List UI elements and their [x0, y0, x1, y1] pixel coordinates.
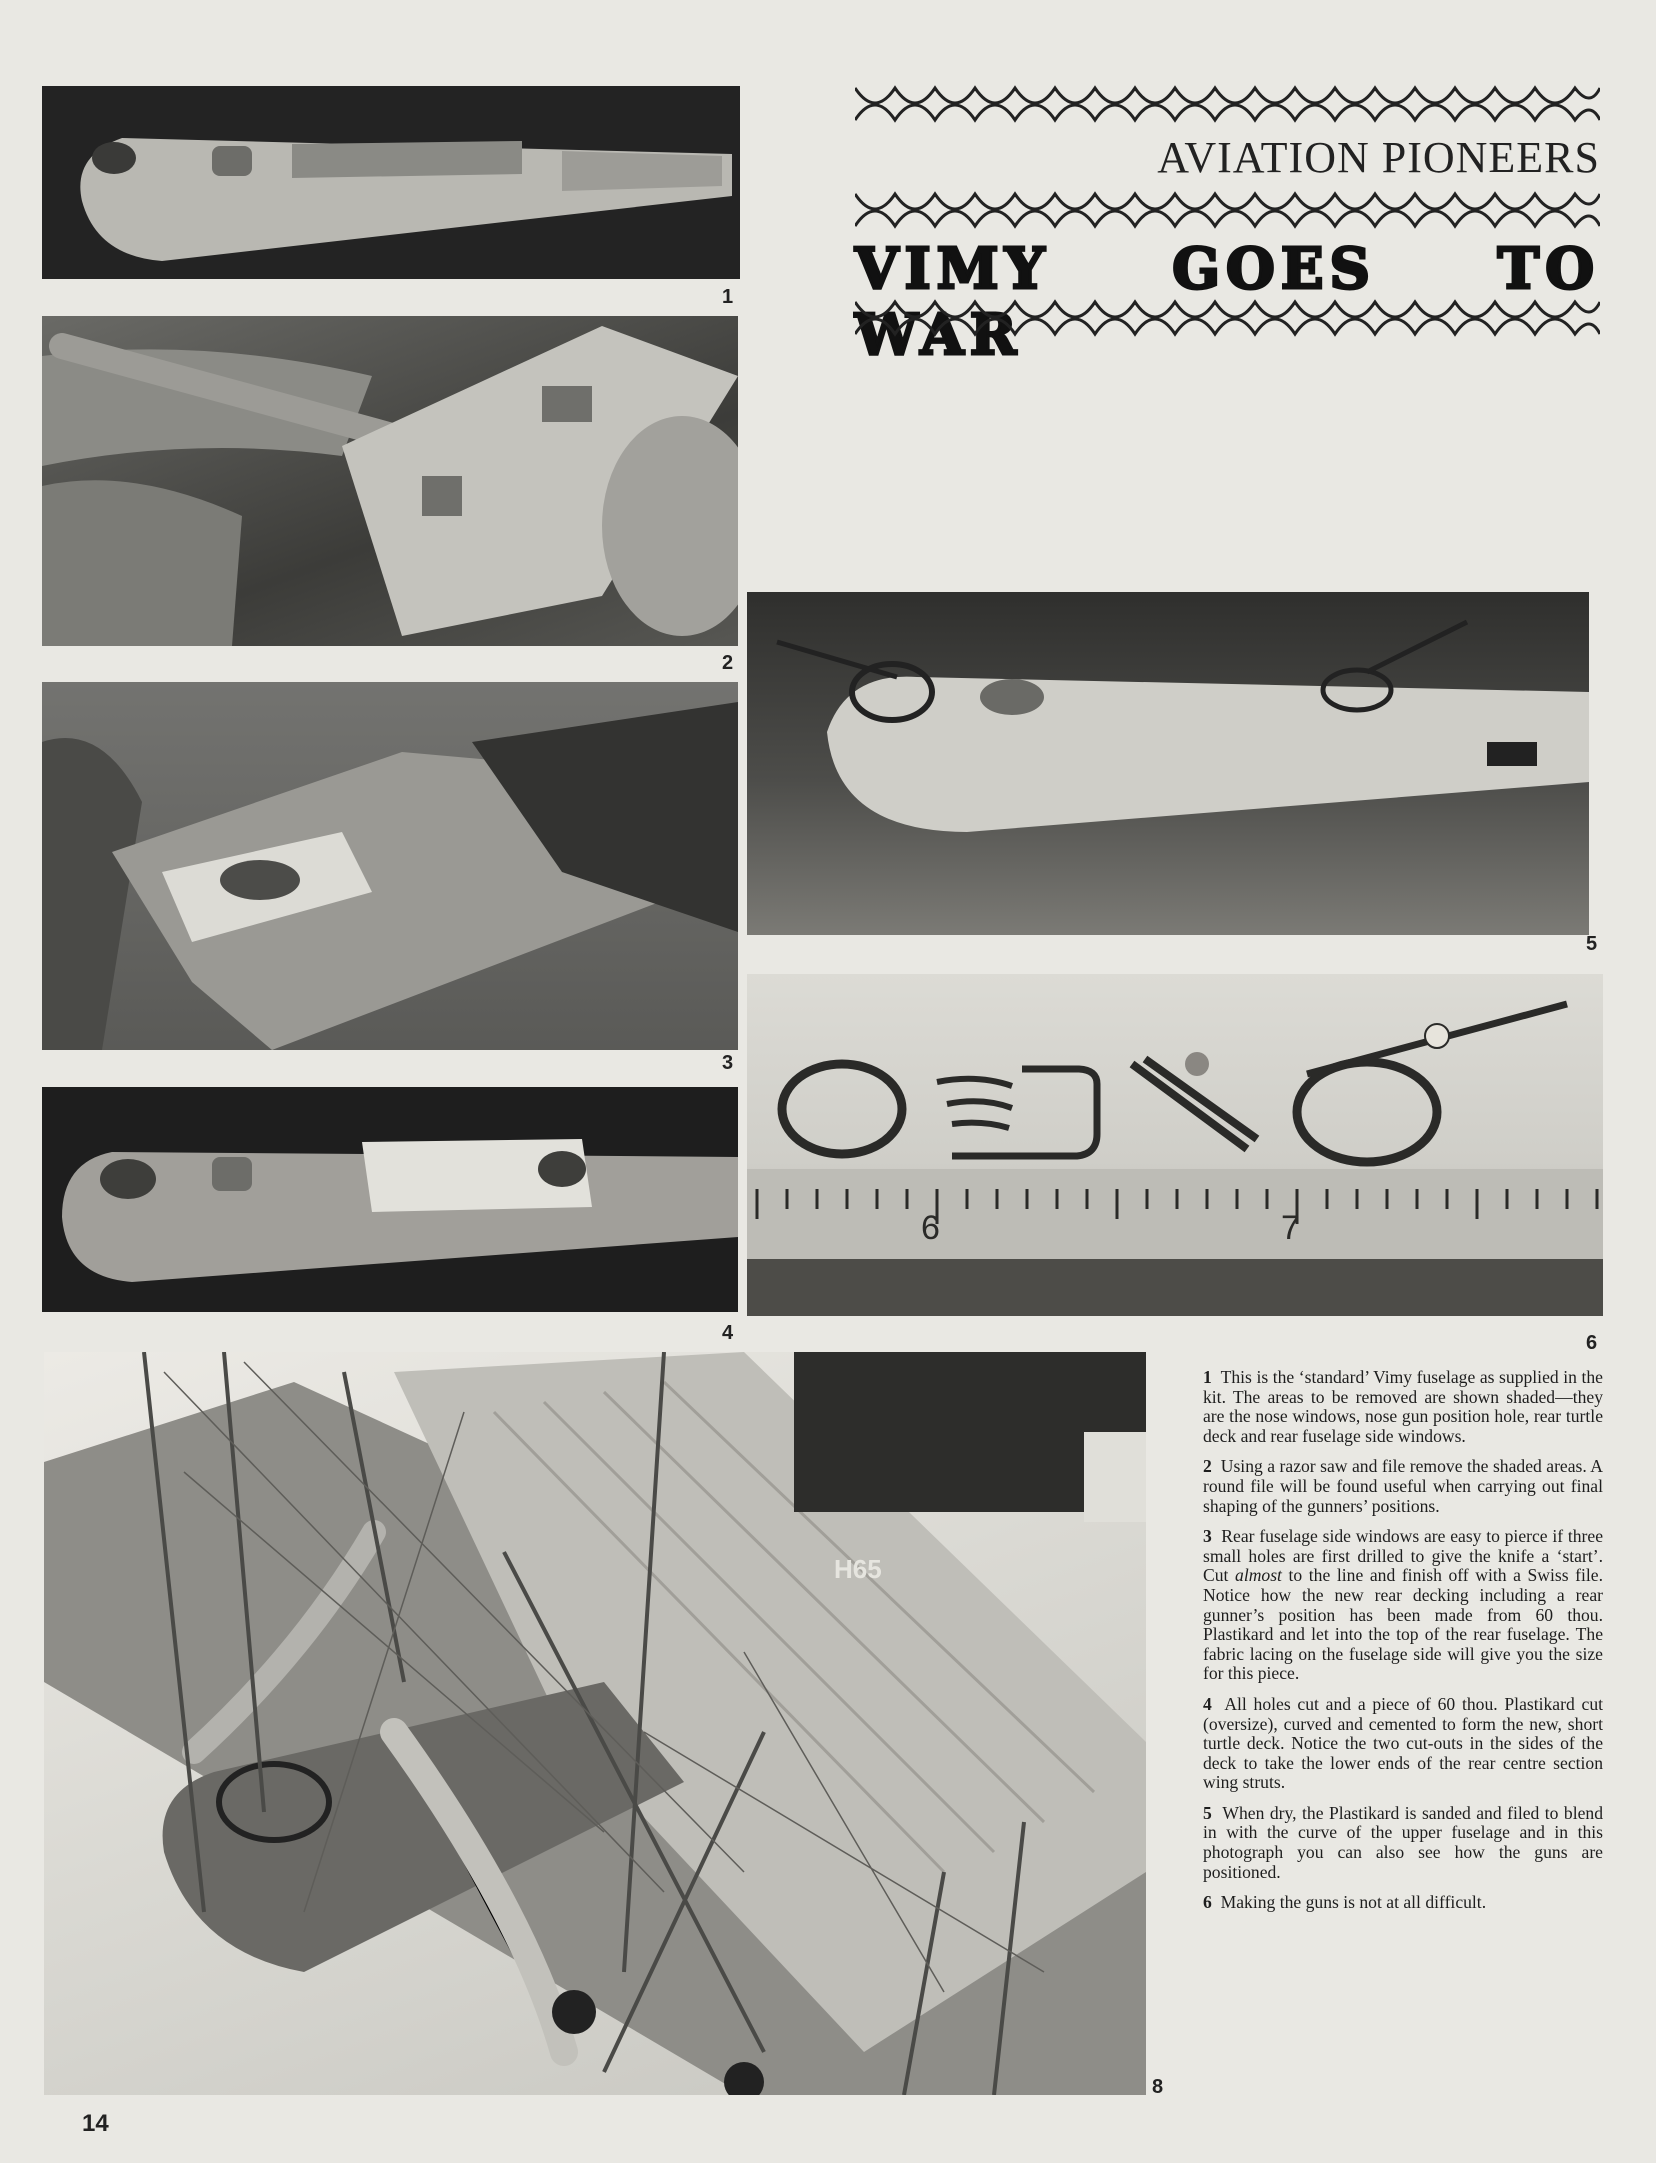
- photo-4: [42, 1087, 738, 1312]
- photo-3: [42, 682, 738, 1050]
- series-heading: AVIATION PIONEERS: [1157, 133, 1600, 182]
- figure-number: 2: [722, 652, 734, 674]
- caption-1: 1 This is the ‘standard’ Vimy fuselage as supplied in the kit. The areas to be removed are shown shaded—they are the nose windows, nose gun position hole, rear turtle deck and rear fuselage side windows.: [1203, 1367, 1603, 1446]
- caption-6: 6 Making the guns is not at all difficult.: [1203, 1892, 1487, 1913]
- figure-number: 4: [722, 1322, 734, 1344]
- caption-5: 5 When dry, the Plastikard is sanded and filed to blend in with the curve of the upper fuselage and in this photograph you can also see how the guns are positioned.: [1203, 1802, 1604, 1882]
- ruler-mark-6: 6: [921, 1209, 940, 1247]
- figure-number: 3: [722, 1052, 734, 1074]
- caption-4: 4 All holes cut and a piece of 60 thou. Plastikard cut (oversize), curved and cemented to form the new, short turtle deck. Notice the two cut-outs in the sides of the deck to take the lower ends of the rear centre section wing struts.: [1203, 1693, 1603, 1793]
- figure-number: 6: [1586, 1332, 1598, 1354]
- caption-3: 3 Rear fuselage side windows are easy to pierce if three small holes are first drilled to give the knife a ‘start’. Cut almost to the line and finish off with a Swiss file. Notice how the new rear decking including a rear gunner’s position has been made from 60 thou. Plastikard and let into the top of the rear fuselage. The fabric lacing on the fuselage side will give you the size for this piece.: [1203, 1526, 1604, 1684]
- caption-column: [1203, 1368, 1603, 1924]
- ornamental-border-middle: [855, 184, 1600, 236]
- photo-8: [44, 1352, 1146, 2095]
- figure-number: 5: [1586, 933, 1598, 955]
- photo-2: [42, 316, 738, 646]
- article-title: VIMY GOES TO WAR: [855, 236, 1600, 368]
- photo-1: [42, 86, 740, 279]
- aircraft-marking: H65: [834, 1554, 882, 1584]
- caption-2: 2 Using a razor saw and file remove the shaded areas. A round file will be found useful when carrying out final shaping of the gunners’ positions.: [1203, 1456, 1604, 1516]
- photo-6: [747, 974, 1603, 1316]
- page-number: 14: [82, 2110, 109, 2137]
- ornamental-border-top: [855, 78, 1600, 130]
- figure-number: 1: [722, 286, 734, 308]
- ornamental-border-bottom: [855, 292, 1600, 344]
- photo-5: [747, 592, 1589, 935]
- ruler-mark-7: 7: [1281, 1209, 1300, 1247]
- figure-number: 8: [1152, 2076, 1164, 2098]
